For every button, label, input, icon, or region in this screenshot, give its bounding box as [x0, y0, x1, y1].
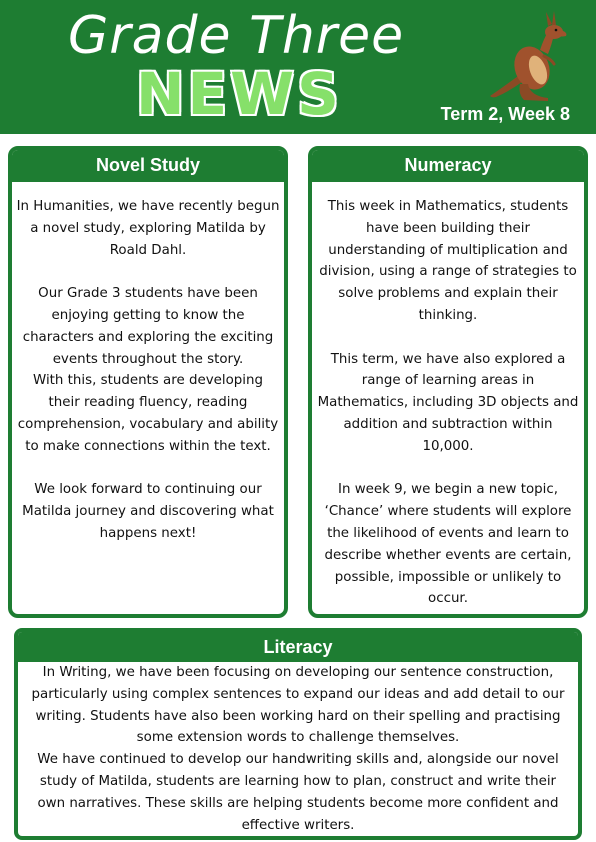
novel-study-paragraph: Our Grade 3 students have been enjoying getting to know the characters and exploring the exciting events throughout the story.	[22, 286, 274, 367]
term-week-label: Term 2, Week 8	[440, 104, 570, 124]
numeracy-paragraph: This week in Mathematics, students have been building their understanding of multiplication and division, using a range of strategies to solve problems and explain their thinking.	[319, 199, 577, 323]
kangaroo-icon	[488, 10, 574, 102]
literacy-paragraph: We have continued to develop our handwriting skills and, alongside our novel study of Matilda, students are learning how to plan, construct and write their own narratives. These skills are helping students become more confident and effective writers.	[37, 752, 559, 833]
literacy-body	[18, 662, 578, 836]
numeracy-paragraph: In week 9, we begin a new topic, ‘Chance’ where students will explore the likelihood of events and learn to describe whether events are certain, possible, impossible or unlikely to occur.	[324, 482, 572, 607]
numeracy-body	[312, 182, 584, 610]
novel-study-paragraph: We look forward to continuing our Matilda journey and discovering what happens next!	[22, 482, 274, 541]
numeracy-paragraph: This term, we have also explored a range of learning areas in Mathematics, including 3D objects and addition and subtraction within 10,000.	[317, 351, 579, 454]
numeracy-panel	[308, 146, 588, 618]
novel-study-paragraph: With this, students are developing their reading fluency, reading comprehension, vocabulary and ability to make connections within the text.	[17, 373, 279, 454]
novel-study-body	[12, 182, 284, 545]
title-grade-three: Grade Three	[68, 6, 405, 66]
literacy-paragraph: In Writing, we have been focusing on developing our sentence construction, particularly using complex sentences to expand our ideas and add detail to our writing. Students have also been working hard on their spelling and practising some extension words to challenge themselves.	[31, 665, 565, 746]
literacy-panel	[14, 628, 582, 840]
literacy-heading: Literacy	[18, 632, 578, 662]
novel-study-paragraph: In Humanities, we have recently begun a novel study, exploring Matilda by Roald Dahl.	[16, 199, 280, 258]
newsletter-header	[0, 0, 596, 134]
numeracy-heading: Numeracy	[312, 150, 584, 182]
novel-study-heading: Novel Study	[12, 150, 284, 182]
novel-study-panel	[8, 146, 288, 618]
title-news: NEWS	[136, 60, 342, 128]
